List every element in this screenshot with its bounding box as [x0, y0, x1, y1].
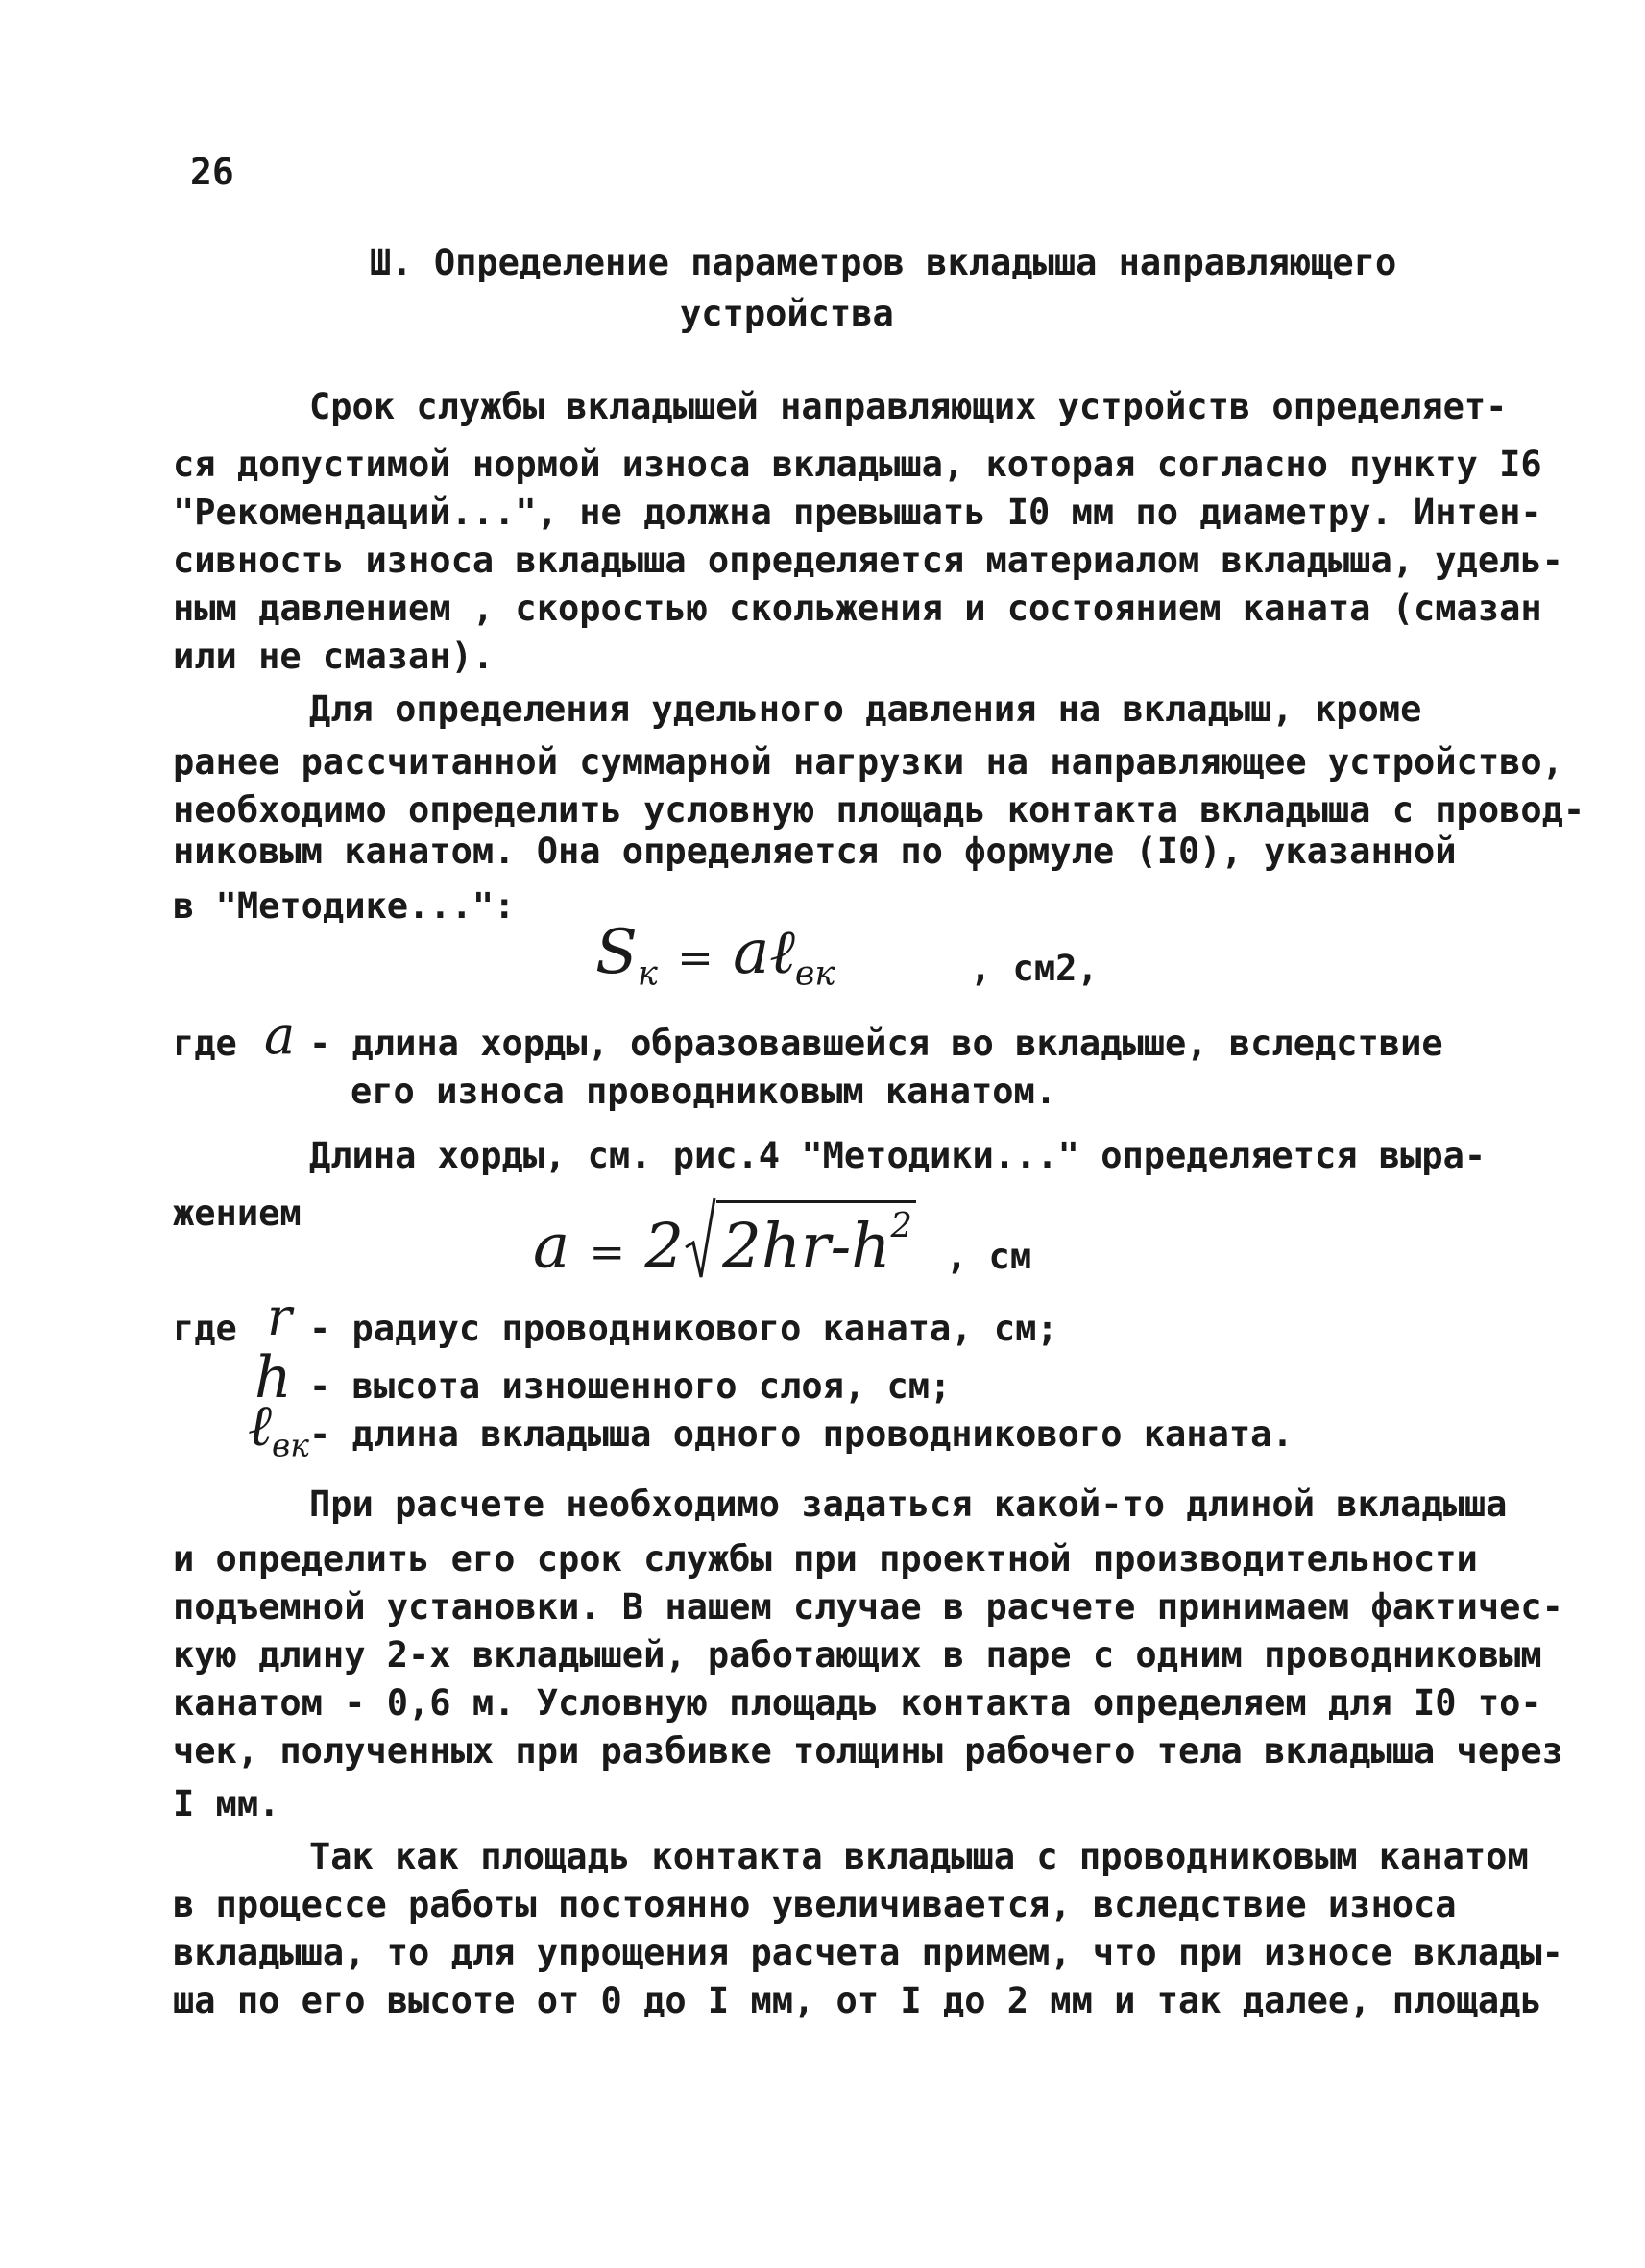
square-root [684, 1200, 916, 1283]
paragraph-3-line-2: жением [173, 1193, 302, 1234]
formula-length-subscript: вк [794, 953, 835, 994]
paragraph-2-line: в "Методике...": [173, 885, 516, 927]
formula-chord-symbol: a [733, 917, 770, 988]
paragraph-1-line: ным давлением , скоростью скольжения и состоянием каната (смазан [173, 588, 1542, 629]
paragraph-4-line: I мм. [173, 1783, 280, 1824]
liner-length-symbol: ℓ$_{вк}$ [248, 1392, 309, 1464]
formula-lhs-subscript: к [637, 953, 658, 994]
height-definition: - высота изношенного слоя, см; [309, 1365, 952, 1407]
paragraph-2-line: никовым канатом. Она определяется по формуле (I0), указанной [173, 831, 1457, 872]
formula2-coefficient: 2 [644, 1211, 685, 1283]
paragraph-4-line: подъемной установки. В нашем случае в расчете принимаем фактичес- [173, 1586, 1563, 1628]
radius-symbol: r [267, 1287, 292, 1347]
radicand-exponent: 2 [890, 1206, 912, 1245]
paragraph-4-line: При расчете необходимо задаться какой-то длиной вкладыша [309, 1484, 1508, 1525]
paragraph-5-line: ша по его высоте от 0 до I мм, от I до 2 мм и так далее, площадь [173, 1980, 1542, 2021]
paragraph-1-line: ся допустимой нормой износа вкладыша, которая согласно пункту I6 [173, 444, 1542, 485]
paragraph-1-line: или не смазан). [173, 636, 495, 677]
paragraph-4-line: кую длину 2-х вкладышей, работающих в паре с одним проводниковым [173, 1634, 1542, 1676]
paragraph-4-line: чек, полученных при разбивке толщины рабочего тела вкладыша через [173, 1730, 1563, 1772]
liner-length-definition: - длина вкладыша одного проводникового каната. [309, 1413, 1294, 1455]
where-label-2: где [173, 1308, 237, 1349]
paragraph-4-line: и определить его срок службы при проектной производительности [173, 1538, 1478, 1580]
paragraph-5-line: вкладыша, то для упрощения расчета примем, что при износе вклады- [173, 1932, 1563, 1973]
paragraph-5-line: в процессе работы постоянно увеличивается, вследствие износа [173, 1884, 1457, 1925]
where-label-1: где [173, 1023, 237, 1064]
formula-equals: = [677, 932, 714, 983]
paragraph-2-line: ранее рассчитанной суммарной нагрузки на направляющее устройство, [173, 741, 1563, 783]
paragraph-2-line: Для определения удельного давления на вкладыш, кроме [309, 688, 1422, 730]
paragraph-5-line: Так как площадь контакта вкладыша с проводниковым канатом [309, 1836, 1529, 1877]
section-heading-line-2: устройства [680, 293, 894, 334]
paragraph-2-line: необходимо определить условную площадь контакта вкладыша с провод- [173, 789, 1585, 831]
paragraph-1-line: сивность износа вкладыша определяется материалом вкладыша, удель- [173, 540, 1563, 581]
page-number: 26 [190, 151, 234, 193]
chord-definition-line-2: его износа проводниковым канатом. [351, 1071, 1057, 1112]
paragraph-4-line: канатом - 0,6 м. Условную площадь контакта определяем для I0 то- [173, 1682, 1542, 1724]
formula-1-unit: , см2, [970, 948, 1099, 989]
paragraph-1-line: Срок службы вкладышей направляющих устройств определяет- [309, 386, 1508, 427]
section-heading-line-1: Ш. Определение параметров вкладыша направляющего [370, 242, 1397, 283]
formula2-lhs: a [533, 1211, 570, 1283]
formula-length-symbol: ℓ [769, 917, 795, 988]
chord-symbol: a [264, 1005, 296, 1066]
radical-sign-icon [684, 1194, 716, 1281]
radicand: 2hr-h [722, 1211, 891, 1283]
formula2-equals: = [589, 1226, 626, 1278]
paragraph-3-line-1: Длина хорды, см. рис.4 "Методики..." определяется выра- [309, 1135, 1487, 1176]
formula-chord-length [533, 1200, 916, 1283]
formula-contact-area [595, 917, 835, 994]
formula-2-unit: , см [946, 1236, 1032, 1277]
chord-definition-line-1: - длина хорды, образовавшейся во вкладыше, вследствие [309, 1023, 1443, 1064]
height-symbol: h [254, 1344, 292, 1411]
radius-definition: - радиус проводникового каната, см; [309, 1308, 1058, 1349]
formula-lhs: S [595, 917, 638, 988]
paragraph-1-line: "Рекомендаций...", не должна превышать I0 мм по диаметру. Интен- [173, 492, 1542, 533]
